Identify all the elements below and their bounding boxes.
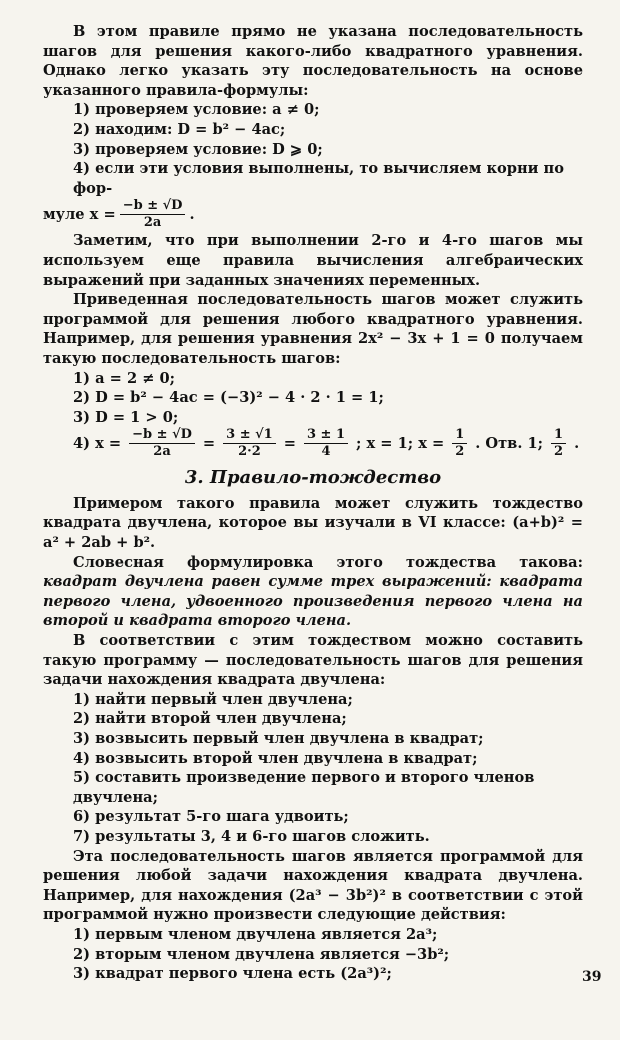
formula-numerator: −b ± √D bbox=[120, 198, 186, 215]
step4-fraction-1 bbox=[129, 427, 195, 460]
step4-fraction-4 bbox=[452, 427, 467, 460]
formula-denominator: 2a bbox=[143, 215, 162, 231]
intro-paragraph-2: Заметим, что при выполнении 2-го и 4-го шагов мы используем еще правила вычисления алгебраических выражений при заданных значениях переменных. bbox=[43, 232, 583, 289]
program-step-2: 2) найти второй член двучлена; bbox=[73, 710, 347, 728]
program-step-6: 6) результат 5-го шага удвоить; bbox=[73, 808, 349, 826]
step4-eq1: = bbox=[202, 434, 216, 452]
step4-f4-den: 2 bbox=[455, 444, 465, 460]
step4-fraction-3 bbox=[304, 427, 348, 460]
step4-answer: . Отв. 1; bbox=[475, 434, 544, 452]
step4-label: 4) x = bbox=[73, 434, 122, 452]
step4-f5-den: 2 bbox=[554, 444, 564, 460]
step4-eq2: = bbox=[283, 434, 296, 452]
intro-step-1: 1) проверяем условие: a ≠ 0; bbox=[73, 101, 320, 119]
program-step-5: 5) составить произведение первого и второго членов двучлена; bbox=[73, 769, 535, 806]
intro-step-3: 3) проверяем условие: D ⩾ 0; bbox=[73, 140, 323, 158]
program-step-3: 3) возвысить первый член двучлена в квадрат; bbox=[73, 730, 484, 747]
intro-step-2: 2) находим: D = b² − 4ac; bbox=[73, 120, 286, 138]
section-p2-lead: Словесная формулировка этого тождества такова: bbox=[73, 553, 583, 571]
action-step-3: 3) квадрат первого члена есть (2a³)²; bbox=[73, 965, 392, 983]
intro-step-4: 4) если эти условия выполнены, то вычисляем корни по фор- bbox=[73, 160, 564, 197]
page-number: 39 bbox=[582, 969, 602, 985]
intro-paragraph-3: Приведенная последовательность шагов может служить программой для решения любого квадратного уравнения. Например, для решения уравнения 2x² − 3x + 1 = 0 получаем такую последовательность шагов: bbox=[43, 291, 583, 367]
step4-mid: ; x = 1; x = bbox=[356, 434, 445, 452]
section-paragraph-2 bbox=[43, 553, 583, 631]
action-step-1: 1) первым членом двучлена является 2a³; bbox=[73, 925, 438, 943]
program-step-1: 1) найти первый член двучлена; bbox=[73, 690, 353, 708]
quadratic-formula-line bbox=[43, 198, 583, 231]
example-step-1: 1) a = 2 ≠ 0; bbox=[73, 369, 176, 387]
example-step-4 bbox=[43, 427, 583, 460]
step4-f1-num: −b ± √D bbox=[129, 427, 195, 444]
example-step-2: 2) D = b² − 4ac = (−3)² − 4 · 2 · 1 = 1; bbox=[73, 389, 384, 407]
step4-f3-den: 4 bbox=[321, 444, 331, 460]
step4-fraction-2 bbox=[223, 427, 276, 460]
section-p2-italic: квадрат двучлена равен сумме трех выражений: квадрата первого члена, удвоенного произведения первого члена на второй и квадрата второго члена. bbox=[43, 573, 583, 630]
page-body bbox=[43, 22, 583, 984]
step4-end: . bbox=[574, 434, 580, 452]
quadratic-formula-fraction bbox=[120, 198, 186, 231]
action-step-2: 2) вторым членом двучлена является −3b²; bbox=[73, 945, 450, 963]
formula-prefix: муле x = bbox=[43, 206, 116, 224]
step4-f2-num: 3 ± √1 bbox=[223, 427, 276, 444]
section-paragraph-4: Эта последовательность шагов является программой для решения любой задачи нахождения квадрата двучлена. Например, для нахождения (2a³ − 3b²)² в соответствии с этой программой нужно произвести следующие действия: bbox=[43, 847, 583, 924]
step4-f2-den: 2·2 bbox=[238, 444, 261, 460]
formula-suffix: . bbox=[189, 206, 195, 224]
program-step-4: 4) возвысить второй член двучлена в квадрат; bbox=[73, 749, 478, 767]
step4-f4-num: 1 bbox=[452, 427, 467, 444]
section-paragraph-1: Примером такого правила может служить тождество квадрата двучлена, которое вы изучали в VI классе: (a+b)² = a² + 2ab + b². bbox=[43, 494, 583, 552]
example-step-3: 3) D = 1 > 0; bbox=[73, 408, 179, 426]
step4-f5-num: 1 bbox=[551, 427, 566, 444]
step4-f1-den: 2a bbox=[153, 444, 171, 460]
section-title: 3. Правило-тождество bbox=[184, 467, 442, 489]
step4-fraction-5 bbox=[551, 427, 566, 460]
program-step-7: 7) результаты 3, 4 и 6-го шагов сложить. bbox=[73, 827, 430, 845]
section-paragraph-3: В соответствии с этим тождеством можно составить такую программу — последовательность шагов для решения задачи нахождения квадрата двучлена: bbox=[43, 632, 583, 689]
step4-f3-num: 3 ± 1 bbox=[304, 427, 348, 444]
intro-paragraph-1: В этом правиле прямо не указана последовательность шагов для решения какого-либо квадратного уравнения. Однако легко указать эту последовательность на основе указанного правила-формулы: bbox=[43, 23, 583, 99]
